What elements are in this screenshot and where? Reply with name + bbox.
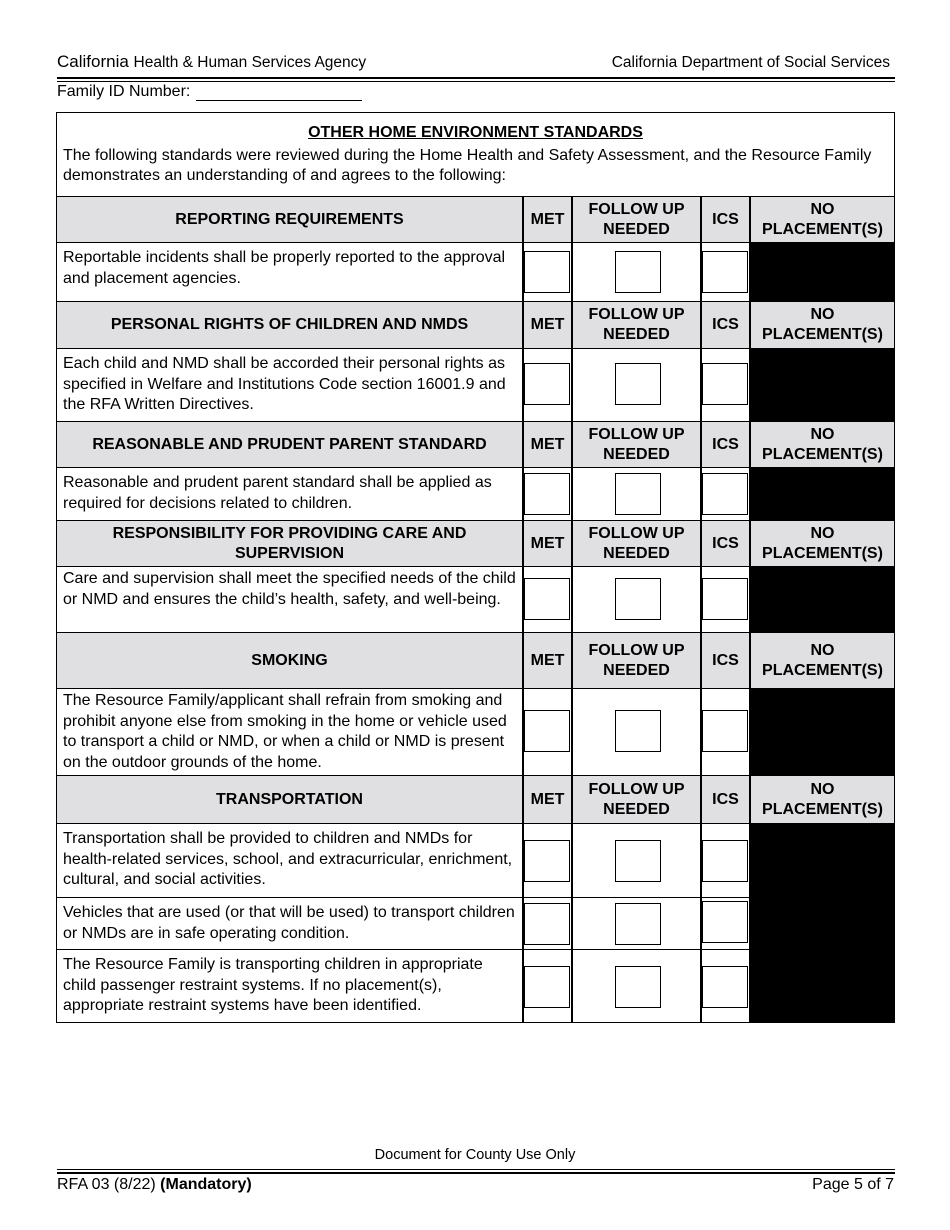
section-heading: REASONABLE AND PRUDENT PARENT STANDARD <box>92 435 487 453</box>
follow-up-checkbox[interactable] <box>615 840 661 882</box>
section-heading: REPORTING REQUIREMENTS <box>175 210 404 228</box>
form-title: OTHER HOME ENVIRONMENT STANDARDS <box>308 124 643 141</box>
follow-up-cell <box>571 824 700 897</box>
no-placement-blackout <box>749 468 894 520</box>
ics-checkbox[interactable] <box>702 578 748 620</box>
met-cell <box>522 689 571 775</box>
met-cell <box>522 898 571 949</box>
ics-cell <box>700 468 749 520</box>
met-cell <box>522 243 571 301</box>
standard-text: The Resource Family is transporting children in appropriate child passenger restraint systems. If no placement(s), appropriate restraint systems have been identified. <box>63 956 483 1014</box>
col-met: MET <box>522 197 571 242</box>
col-met: MET <box>522 521 571 566</box>
standard-row <box>57 348 894 421</box>
section-heading: TRANSPORTATION <box>216 790 363 808</box>
follow-up-cell <box>571 349 700 421</box>
met-cell <box>522 567 571 632</box>
standard-text: Reasonable and prudent parent standard shall be applied as required for decisions related to children. <box>63 474 492 512</box>
follow-up-cell <box>571 898 700 949</box>
department-name: California Department of Social Services <box>611 54 890 71</box>
ics-cell <box>700 950 749 1022</box>
col-no-placement: NO PLACEMENT(S) <box>749 776 894 823</box>
no-placement-blackout <box>749 243 894 301</box>
ics-cell <box>700 567 749 632</box>
ics-checkbox[interactable] <box>702 840 748 882</box>
follow-up-checkbox[interactable] <box>615 578 661 620</box>
no-placement-blackout <box>749 349 894 421</box>
met-checkbox[interactable] <box>524 251 570 293</box>
family-id-label: Family ID Number: <box>57 83 191 100</box>
col-met: MET <box>522 302 571 348</box>
ics-checkbox[interactable] <box>702 901 748 943</box>
standard-text: Each child and NMD shall be accorded their personal rights as specified in Welfare and Institutions Code section 16001.9 and the RFA Written Directives. <box>63 355 506 413</box>
page-header <box>57 52 894 76</box>
met-cell <box>522 349 571 421</box>
ics-checkbox[interactable] <box>702 966 748 1008</box>
agency-state: California <box>57 52 129 71</box>
met-checkbox[interactable] <box>524 578 570 620</box>
no-placement-blackout <box>749 824 894 897</box>
col-follow-up: FOLLOW UP NEEDED <box>571 422 700 467</box>
ics-checkbox[interactable] <box>702 251 748 293</box>
no-placement-blackout <box>749 689 894 775</box>
follow-up-cell <box>571 567 700 632</box>
col-ics: ICS <box>700 302 749 348</box>
met-checkbox[interactable] <box>524 710 570 752</box>
family-id-input-line[interactable] <box>196 86 362 101</box>
met-checkbox[interactable] <box>524 840 570 882</box>
col-no-placement: NO PLACEMENT(S) <box>749 633 894 688</box>
ics-cell <box>700 349 749 421</box>
met-cell <box>522 824 571 897</box>
follow-up-checkbox[interactable] <box>615 363 661 405</box>
met-cell <box>522 468 571 520</box>
met-checkbox[interactable] <box>524 473 570 515</box>
standard-text: Vehicles that are used (or that will be used) to transport children or NMDs are in safe operating condition. <box>63 904 515 942</box>
col-ics: ICS <box>700 521 749 566</box>
standard-text: Reportable incidents shall be properly reported to the approval and placement agencies. <box>63 249 506 287</box>
section-heading: PERSONAL RIGHTS OF CHILDREN AND NMDS <box>110 316 469 333</box>
ics-cell <box>700 824 749 897</box>
ics-checkbox[interactable] <box>702 473 748 515</box>
standard-text: Transportation shall be provided to children and NMDs for health-related services, school, and extracurricular, enrichment, cultural, and social activities. <box>63 830 513 888</box>
family-id-field <box>57 83 362 101</box>
col-no-placement: NO PLACEMENT(S) <box>749 302 894 348</box>
intro-block <box>57 113 894 196</box>
col-follow-up: FOLLOW UP NEEDED <box>571 302 700 348</box>
header-rule <box>57 77 895 79</box>
section-header-smoking <box>57 632 894 688</box>
section-header-prudent-parent <box>57 421 894 467</box>
section-header-personal-rights <box>57 301 894 348</box>
agency-name: Health & Human Services Agency <box>133 54 367 71</box>
follow-up-cell <box>571 689 700 775</box>
met-checkbox[interactable] <box>524 903 570 945</box>
header-rule-thin <box>57 81 895 82</box>
col-ics: ICS <box>700 633 749 688</box>
met-checkbox[interactable] <box>524 363 570 405</box>
standard-text: Care and supervision shall meet the specified needs of the child or NMD and ensures the child’s health, safety, and well-being. <box>63 570 516 608</box>
ics-cell <box>700 689 749 775</box>
col-follow-up: FOLLOW UP NEEDED <box>571 776 700 823</box>
follow-up-cell <box>571 243 700 301</box>
follow-up-cell <box>571 468 700 520</box>
col-met: MET <box>522 633 571 688</box>
standard-row <box>57 566 894 632</box>
col-ics: ICS <box>700 197 749 242</box>
section-header-reporting <box>57 196 894 242</box>
ics-checkbox[interactable] <box>702 710 748 752</box>
standard-row <box>57 897 894 949</box>
col-follow-up: FOLLOW UP NEEDED <box>571 197 700 242</box>
col-follow-up: FOLLOW UP NEEDED <box>571 633 700 688</box>
ics-cell <box>700 243 749 301</box>
section-heading: SMOKING <box>251 651 328 669</box>
county-use-note: Document for County Use Only <box>374 1147 576 1163</box>
col-met: MET <box>522 776 571 823</box>
ics-cell <box>700 898 749 949</box>
standard-row <box>57 242 894 301</box>
col-no-placement: NO PLACEMENT(S) <box>749 422 894 467</box>
section-heading: RESPONSIBILITY FOR PROVIDING CARE AND SUPERVISION <box>112 524 467 562</box>
col-ics: ICS <box>700 422 749 467</box>
section-header-care-supervision <box>57 520 894 566</box>
met-cell <box>522 950 571 1022</box>
intro-text: The following standards were reviewed during the Home Health and Safety Assessment, and the Resource Family demonstrates an understanding of and agrees to the following: <box>63 147 872 184</box>
standards-form <box>56 112 895 1023</box>
follow-up-checkbox[interactable] <box>615 903 661 945</box>
no-placement-blackout <box>749 567 894 632</box>
follow-up-cell <box>571 950 700 1022</box>
met-checkbox[interactable] <box>524 966 570 1008</box>
follow-up-checkbox[interactable] <box>615 966 661 1008</box>
follow-up-checkbox[interactable] <box>615 710 661 752</box>
footer-rule <box>57 1172 895 1174</box>
form-id <box>57 1176 252 1194</box>
form-number: RFA 03 (8/22) <box>57 1176 156 1193</box>
col-no-placement: NO PLACEMENT(S) <box>749 197 894 242</box>
ics-checkbox[interactable] <box>702 363 748 405</box>
standard-row <box>57 949 894 1022</box>
col-no-placement: NO PLACEMENT(S) <box>749 521 894 566</box>
standard-row <box>57 823 894 897</box>
standard-row <box>57 467 894 520</box>
standard-row <box>57 688 894 775</box>
col-follow-up: FOLLOW UP NEEDED <box>571 521 700 566</box>
no-placement-blackout <box>749 898 894 949</box>
mandatory-label: (Mandatory) <box>160 1176 252 1193</box>
standard-text: The Resource Family/applicant shall refrain from smoking and prohibit anyone else from smoking in the home or vehicle used to transport a child or NMD, or when a child or NMD is present on the outdoor grounds of the home. <box>63 692 507 771</box>
section-header-transportation <box>57 775 894 823</box>
agency-title <box>57 52 366 72</box>
follow-up-checkbox[interactable] <box>615 473 661 515</box>
follow-up-checkbox[interactable] <box>615 251 661 293</box>
col-ics: ICS <box>700 776 749 823</box>
col-met: MET <box>522 422 571 467</box>
footer-rule-thin <box>57 1169 895 1170</box>
no-placement-blackout <box>749 950 894 1022</box>
page-number: Page 5 of 7 <box>812 1176 894 1193</box>
